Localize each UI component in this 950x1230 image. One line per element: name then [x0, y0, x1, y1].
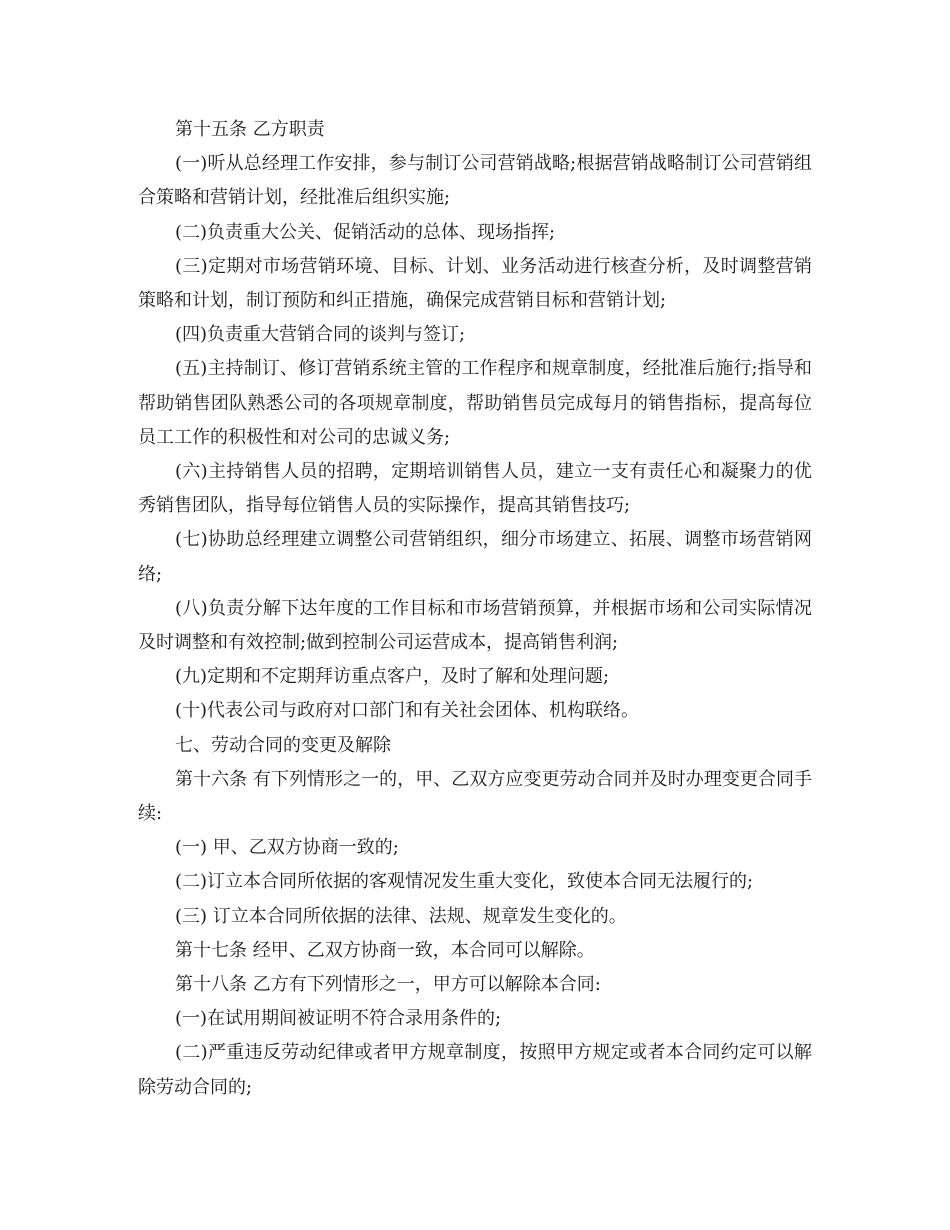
duty-item-3: (三)定期对市场营销环境、目标、计划、业务活动进行核查分析，及时调整营销策略和计划，制订预防和纠正措施，确保完成营销目标和营销计划; — [138, 255, 812, 312]
duty-item-5: (五)主持制订、修订营销系统主管的工作程序和规章制度，经批准后施行;指导和帮助销售团队熟悉公司的各项规章制度，帮助销售员完成每月的销售指标，提高每位员工工作的积极性和对公司的忠诚义务; — [138, 358, 812, 448]
duty-item-8: (八)负责分解下达年度的工作目标和市场营销预算，并根据市场和公司实际情况及时调整和有效控制;做到控制公司运营成本，提高销售利润; — [138, 597, 812, 654]
termination-item-2: (二)严重违反劳动纪律或者甲方规章制度，按照甲方规定或者本合同约定可以解除劳动合同的; — [138, 1042, 812, 1098]
duty-item-2: (二)负责重大公关、促销活动的总体、现场指挥; — [175, 221, 556, 243]
change-item-3: (三) 订立本合同所依据的法律、法规、规章发生变化的。 — [175, 905, 627, 927]
duty-item-4: (四)负责重大营销合同的谈判与签订; — [175, 324, 466, 346]
article-18: 第十八条 乙方有下列情形之一，甲方可以解除本合同: — [175, 974, 601, 996]
change-item-2: (二)订立本合同所依据的客观情况发生重大变化，致使本合同无法履行的; — [175, 871, 754, 893]
duty-item-10: (十)代表公司与政府对口部门和有关社会团体、机构联络。 — [175, 700, 640, 722]
article-17: 第十七条 经甲、乙双方协商一致，本合同可以解除。 — [175, 939, 595, 961]
article-16: 第十六条 有下列情形之一的，甲、乙双方应变更劳动合同并及时办理变更合同手续: — [138, 768, 812, 825]
duty-item-6: (六)主持销售人员的招聘，定期培训销售人员，建立一支有责任心和凝聚力的优秀销售团队，指导每位销售人员的实际操作，提高其销售技巧; — [138, 461, 812, 517]
duty-item-1: (一)听从总经理工作安排，参与制订公司营销战略;根据营销战略制订公司营销组合策略和营销计划，经批准后组织实施; — [138, 153, 812, 209]
duty-item-7: (七)协助总经理建立调整公司营销组织，细分市场建立、拓展、调整市场营销网络; — [138, 529, 812, 585]
termination-item-1: (一)在试用期间被证明不符合录用条件的; — [175, 1008, 502, 1030]
section-7-heading: 七、劳动合同的变更及解除 — [175, 734, 391, 756]
change-item-1: (一) 甲、乙双方协商一致的; — [175, 837, 399, 859]
document-body — [138, 113, 812, 1105]
duty-item-9: (九)定期和不定期拜访重点客户，及时了解和处理问题; — [175, 666, 610, 688]
article-15-heading: 第十五条 乙方职责 — [175, 119, 325, 140]
